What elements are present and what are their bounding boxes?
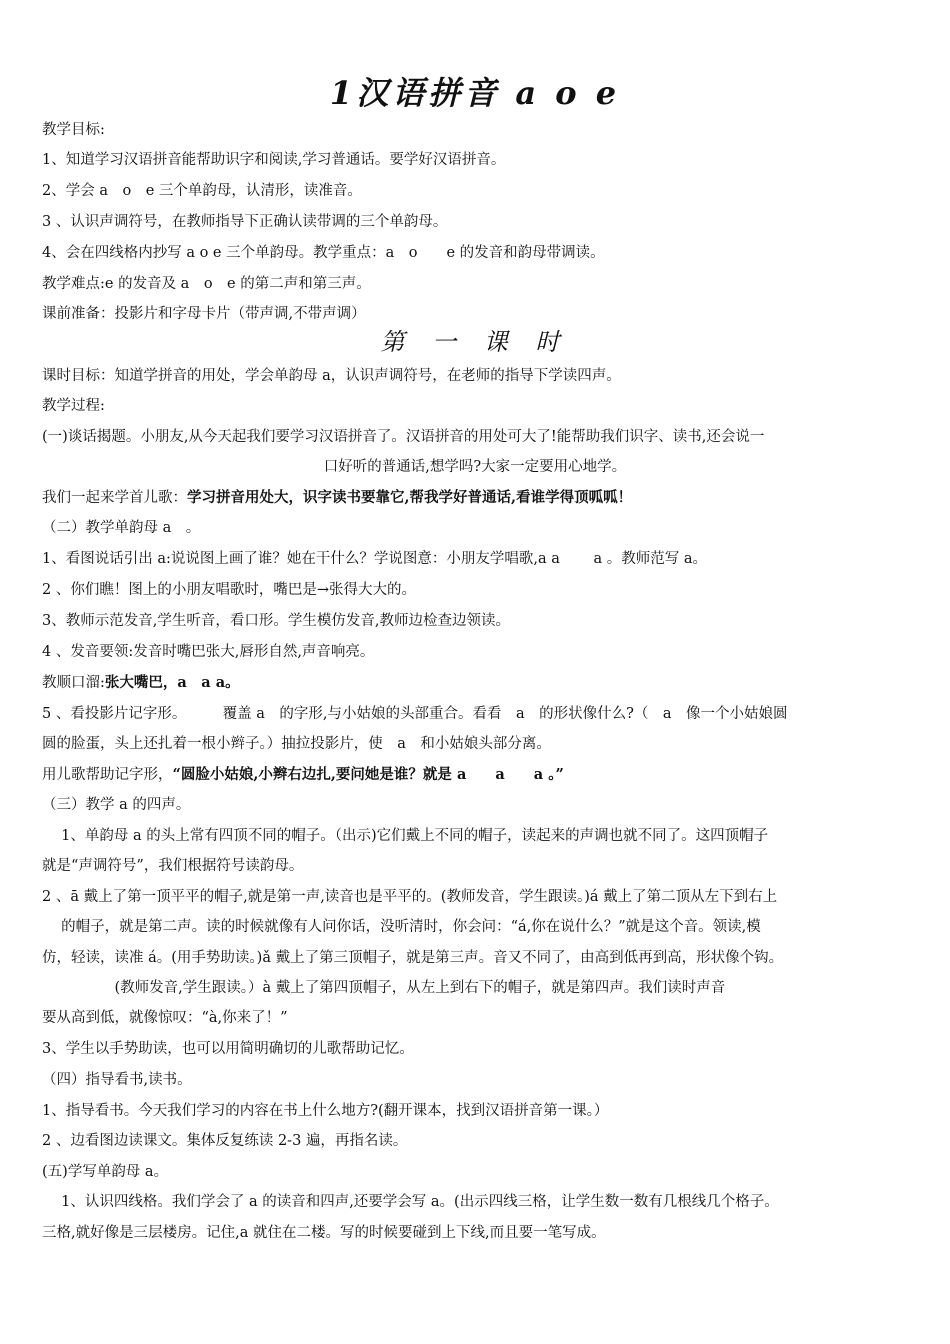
section5-text: 三格,就好像是三层楼房。记住,a 就住在二楼。写的时候要碰到上下线,而且要一笔写成。 [42, 1225, 606, 1241]
song-line [42, 765, 912, 785]
section4-heading: （四）指导看书,读书。 [42, 1072, 192, 1088]
chant-intro: 教顺口溜: [42, 675, 105, 691]
section2-item: 2 、你们瞧！图上的小朋友唱歌时，嘴巴是→张得大大的。 [42, 582, 416, 598]
section4-item: 1、指导看书。今天我们学习的内容在书上什么地方?(翻开课本，找到汉语拼音第一课。） [42, 1103, 609, 1119]
item5-text: 5 、看投影片记字形。 覆盖 a 的字形,与小姑娘的头部重合。看看 a 的形状像什么?（ a 像一个小姑娘圆 [42, 706, 788, 722]
section3-text: 就是“声调符号”，我们根据符号读韵母。 [42, 858, 304, 874]
objective-item: 4、会在四线格内抄写 a o e 三个单韵母。教学重点：a o e 的发音和韵母带调读。 [42, 245, 605, 261]
preparation: 课前准备：投影片和字母卡片（带声调,不带声调） [42, 306, 366, 322]
section2-item: 3、教师示范发音,学生听音，看口形。学生模仿发音,教师边检查边领读。 [42, 613, 510, 629]
section3-text: (教师发音,学生跟读。）à 戴上了第四顶帽子，从左上到右下的帽子，就是第四声。我们读时声音 [42, 980, 726, 996]
section5-text: 1、认识四线格。我们学会了 a 的读音和四声,还要学会写 a。(出示四线三格，让学生数一数有几根线几个格子。 [42, 1194, 779, 1210]
section2-item: 4 、发音要领:发音时嘴巴张大,唇形自然,声音响亮。 [42, 644, 375, 660]
objective-item: 2、学会 a o e 三个单韵母，认清形，读准音。 [42, 183, 362, 199]
section3-text: 的帽子，就是第二声。读的时候就像有人问你话，没听清时，你会问：“á,你在说什么？”就是这个音。领读,模 [42, 919, 761, 935]
item5-text: 圆的脸蛋，头上还扎着一根小辫子。）抽拉投影片，使 a 和小姑娘头部分离。 [42, 736, 551, 752]
rhyme-text: 学习拼音用处大，识字读书要靠它,帮我学好普通话,看谁学得顶呱呱！ [187, 489, 633, 506]
lesson-heading: 第 一 课 时 [380, 328, 570, 356]
chant-text: 张大嘴巴，a a a。 [104, 674, 240, 691]
process-heading: 教学过程: [42, 398, 105, 414]
section5-heading: (五)学写单韵母 a。 [42, 1164, 169, 1180]
rhyme-line [42, 488, 912, 508]
section4-item: 2 、边看图边读课文。集体反复练读 2-3 遍，再指名读。 [42, 1133, 408, 1149]
objective-item: 1、知道学习汉语拼音能帮助识字和阅读,学习普通话。要学好汉语拼音。 [42, 152, 506, 168]
song-text: “圆脸小姑娘,小辫右边扎,要问她是谁？就是 a a a 。” [172, 766, 564, 783]
rhyme-intro: 我们一起来学首儿歌： [42, 490, 187, 506]
document-title: 1汉语拼音 a o e [329, 74, 621, 112]
objective-item: 3 、认识声调符号，在教师指导下正确认读带调的三个单韵母。 [42, 214, 448, 230]
song-intro: 用儿歌帮助记字形， [42, 767, 173, 783]
section2-heading: （二）教学单韵母 a 。 [42, 520, 201, 536]
section2-item: 1、看图说话引出 a:说说图上画了谁？她在干什么？学说图意：小朋友学唱歌,a a a 。教师范写 a。 [42, 551, 707, 567]
section1-text: (一)谈话揭题。小朋友,从今天起我们要学习汉语拼音了。汉语拼音的用处可大了!能帮助我们识字、读书,还会说一 [42, 429, 765, 445]
section3-text: 要从高到低，就像惊叹：“à,你来了！” [42, 1010, 288, 1026]
chant-line [42, 673, 912, 693]
lesson-goal: 课时目标：知道学拼音的用处，学会单韵母 a，认识声调符号，在老师的指导下学读四声。 [42, 368, 621, 384]
section3-text: 3、学生以手势助读，也可以用简明确切的儿歌帮助记忆。 [42, 1041, 414, 1057]
teaching-difficulty: 教学难点:e 的发音及 a o e 的第二声和第三声。 [42, 276, 371, 292]
section3-text: 仿，轻读，读准 á。(用手势助读。)ǎ 戴上了第三顶帽子，就是第三声。音又不同了，由高到低再到高，形状像个钩。 [42, 950, 784, 966]
objectives-heading: 教学目标: [42, 122, 105, 138]
section3-text: 2 、ā 戴上了第一顶平平的帽子,就是第一声,读音也是平平的。(教师发音，学生跟读。)á 戴上了第二顶从左下到右上 [42, 889, 778, 905]
section3-heading: （三）教学 a 的四声。 [42, 797, 191, 813]
section3-text: 1、单韵母 a 的头上常有四顶不同的帽子。（出示)它们戴上不同的帽子，读起来的声调也就不同了。这四顶帽子 [42, 828, 769, 844]
section1-text: 口好听的普通话,想学吗?大家一定要用心地学。 [323, 459, 627, 475]
